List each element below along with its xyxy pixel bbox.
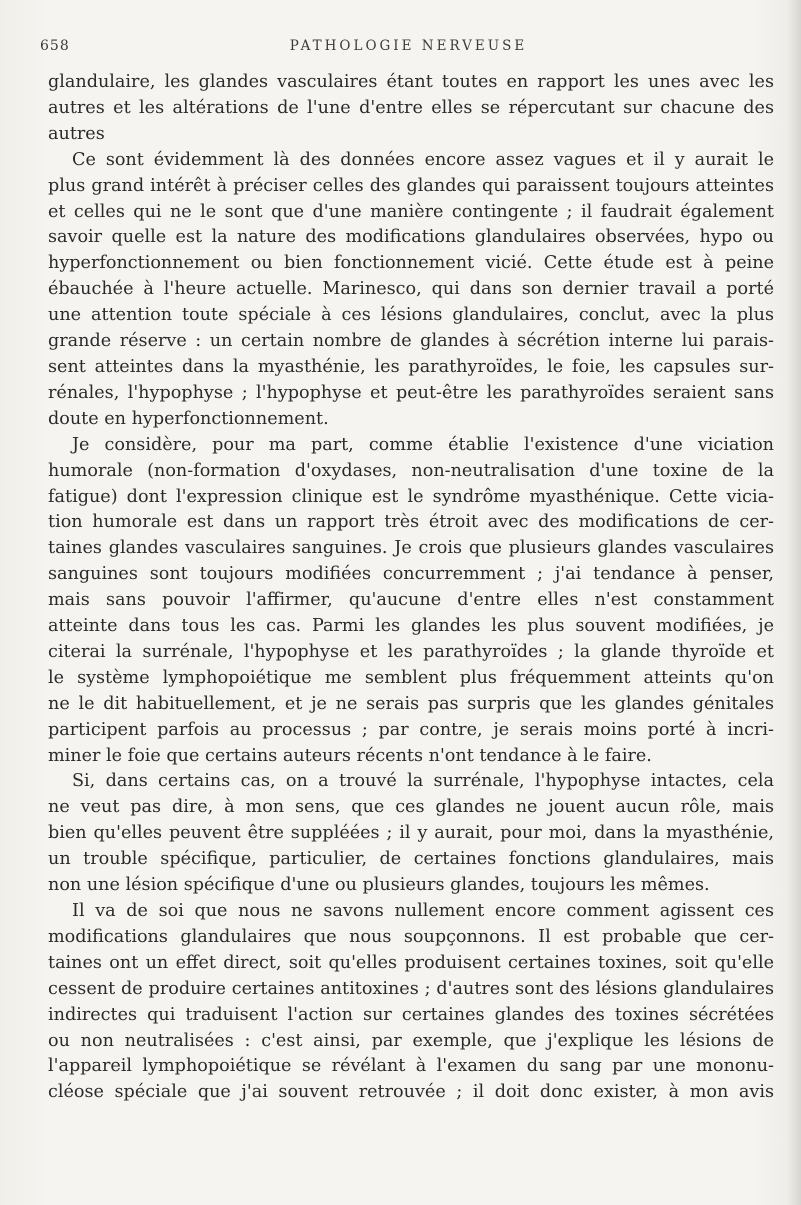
text-line: modifications glandulaires que nous soupçonnons. Il est probable que cer- — [48, 926, 774, 947]
page-edge-shadow — [787, 0, 801, 1205]
text-line: et celles qui ne le sont que d'une manière contingente ; il faudrait également — [48, 201, 774, 222]
text-line: autres — [48, 123, 105, 144]
text-line: indirectes qui traduisent l'action sur certaines glandes des toxines sécrétées — [48, 1004, 774, 1025]
text-line: participent parfois au processus ; par contre, je serais moins porté à incri- — [48, 719, 774, 740]
text-line: ne le dit habituellement, et je ne serais pas surpris que les glandes génitales — [48, 693, 774, 714]
text-line: fatigue) dont l'expression clinique est le syndrôme myasthénique. Cette vicia- — [48, 486, 774, 507]
paragraph-1 — [48, 70, 774, 148]
text-line: une attention toute spéciale à ces lésions glandulaires, conclut, avec la plus — [48, 305, 774, 326]
paragraph-5 — [48, 899, 774, 1106]
text-line: cessent de produire certaines antitoxines ; d'autres sont des lésions glandulaires — [48, 978, 774, 999]
running-head — [40, 38, 777, 60]
text-line: taines glandes vasculaires sanguines. Je crois que plusieurs glandes vasculaires — [48, 538, 774, 559]
text-line: plus grand intérêt à préciser celles des glandes qui paraissent toujours atteintes — [48, 175, 774, 196]
text-line: miner le foie que certains auteurs récents n'ont tendance à le faire. — [48, 745, 652, 766]
paragraph-2 — [48, 148, 774, 433]
text-line: taines ont un effet direct, soit qu'elles produisent certaines toxines, soit qu'elle — [48, 952, 774, 973]
text-line: bien qu'elles peuvent être suppléées ; il y aurait, pour moi, dans la myasthénie, — [48, 823, 774, 844]
page-number: 658 — [40, 38, 70, 54]
text-line: citerai la surrénale, l'hypophyse et les parathyroïdes ; la glande thyroïde et — [48, 641, 774, 662]
text-line: non une lésion spécifique d'une ou plusieurs glandes, toujours les mêmes. — [48, 875, 710, 896]
text-line: ébauchée à l'heure actuelle. Marinesco, qui dans son dernier travail a porté — [48, 279, 774, 300]
text-line: hyperfonctionnement ou bien fonctionnement vicié. Cette étude est à peine — [48, 253, 774, 274]
text-line: savoir quelle est la nature des modifications glandulaires observées, hypo ou — [48, 227, 774, 248]
text-line: Ce sont évidemment là des données encore assez vagues et il y aurait le — [72, 149, 774, 170]
text-line: sent atteintes dans la myasthénie, les parathyroïdes, le foie, les capsules sur- — [48, 356, 774, 377]
text-line: autres et les altérations de l'une d'entre elles se répercutant sur chacune des — [48, 97, 774, 118]
text-line: atteinte dans tous les cas. Parmi les glandes les plus souvent modifiées, je — [48, 616, 774, 637]
text-line: cléose spéciale que j'ai souvent retrouvée ; il doit donc exister, à mon avis — [48, 1082, 774, 1103]
text-line: doute en hyperfonctionnement. — [48, 408, 329, 429]
text-line: Je considère, pour ma part, comme établie l'existence d'une viciation — [72, 434, 774, 455]
text-line: humorale (non-formation d'oxydases, non-neutralisation d'une toxine de la — [48, 460, 774, 481]
text-line: l'appareil lymphopoiétique se révélant à l'examen du sang par une mononu- — [48, 1056, 774, 1077]
text-line: grande réserve : un certain nombre de glandes à sécrétion interne lui parais- — [48, 331, 774, 352]
text-line: Il va de soi que nous ne savons nullement encore comment agissent ces — [72, 901, 774, 921]
text-line: ne veut pas dire, à mon sens, que ces glandes ne jouent aucun rôle, mais — [48, 797, 774, 818]
paragraph-3 — [48, 433, 774, 770]
text-line: glandulaire, les glandes vasculaires étant toutes en rapport les unes avec les — [48, 72, 774, 92]
running-title: PATHOLOGIE NERVEUSE — [289, 38, 528, 54]
text-line: un trouble spécifique, particulier, de certaines fonctions glandulaires, mais — [48, 849, 774, 870]
text-line: ou non neutralisées : c'est ainsi, par exemple, que j'explique les lésions de — [48, 1030, 774, 1051]
text-line: sanguines sont toujours modifiées concurremment ; j'ai tendance à penser, — [48, 564, 774, 585]
text-line: rénales, l'hypophyse ; l'hypophyse et peut-être les parathyroïdes seraient sans — [48, 382, 774, 403]
paragraph-4 — [48, 769, 774, 899]
text-line: tion humorale est dans un rapport très étroit avec des modifications de cer- — [48, 512, 774, 533]
text-line: le système lymphopoiétique me semblent plus fréquemment atteints qu'on — [48, 667, 774, 688]
body-text — [48, 70, 774, 1106]
text-line: mais sans pouvoir l'affirmer, qu'aucune d'entre elles n'est constamment — [48, 590, 774, 611]
text-line: Si, dans certains cas, on a trouvé la surrénale, l'hypophyse intactes, cela — [72, 771, 774, 792]
